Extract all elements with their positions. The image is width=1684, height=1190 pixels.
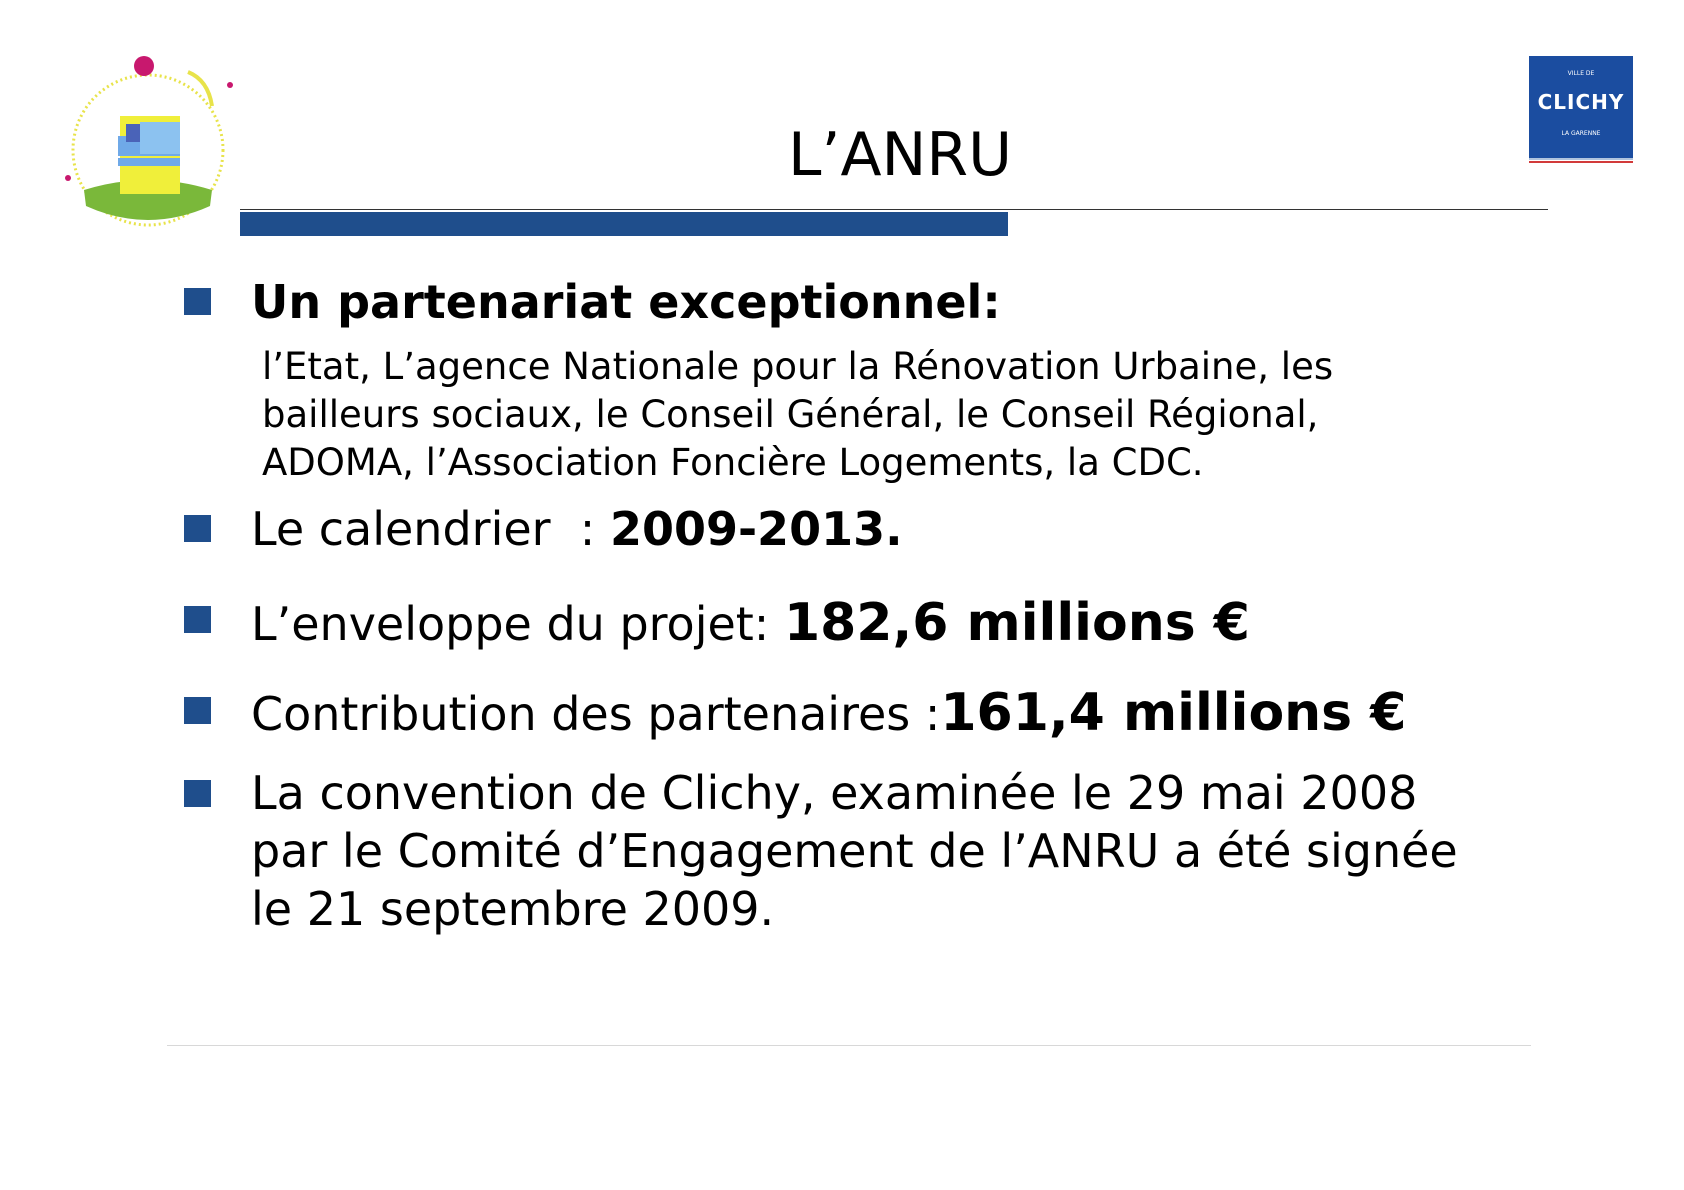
enveloppe-value: 182,6 millions €: [783, 593, 1250, 653]
calendrier-label: Le calendrier :: [251, 502, 610, 556]
title-divider: [240, 209, 1548, 210]
clichy-logo: [1529, 56, 1633, 158]
page-title: L’ANRU: [787, 120, 1013, 190]
logo-name: CLICHY: [1537, 90, 1625, 114]
contribution-label: Contribution des partenaires :: [251, 687, 941, 741]
logo-sub-bottom: LA GARENNE: [1561, 130, 1601, 137]
bullet-marker: [184, 606, 211, 633]
partenariat-detail-line-2: bailleurs sociaux, le Conseil Général, le Conseil Régional,: [262, 393, 1319, 436]
convention-line-1: La convention de Clichy, examinée le 29 mai 2008: [251, 766, 1418, 820]
partenariat-detail-line-1: l’Etat, L’agence Nationale pour la Rénovation Urbaine, les: [262, 345, 1334, 388]
logo-sub-top: VILLE DE: [1567, 70, 1595, 77]
bullet-marker: [184, 697, 211, 724]
bullet-marker: [184, 288, 211, 315]
convention-line-2: par le Comité d’Engagement de l’ANRU a été signée: [251, 824, 1458, 878]
bullet-partenariat-label: Un partenariat exceptionnel:: [251, 275, 1001, 329]
bullet-enveloppe: [251, 593, 1250, 653]
logo-stripes: [1529, 158, 1633, 163]
partenariat-detail-line-3: ADOMA, l’Association Foncière Logements, la CDC.: [262, 441, 1204, 484]
contribution-value: 161,4 millions €: [940, 683, 1407, 743]
bullet-marker: [184, 780, 211, 807]
title-accent-bar: [240, 212, 1008, 236]
convention-line-3: le 21 septembre 2009.: [251, 882, 775, 936]
left-logo-icon: [60, 50, 240, 230]
calendrier-value: 2009-2013.: [609, 502, 903, 556]
enveloppe-label: L’enveloppe du projet:: [251, 597, 784, 651]
footer-divider: [167, 1045, 1531, 1046]
bullet-marker: [184, 515, 211, 542]
bullet-calendrier: [251, 502, 903, 556]
bullet-contribution: [251, 683, 1407, 743]
